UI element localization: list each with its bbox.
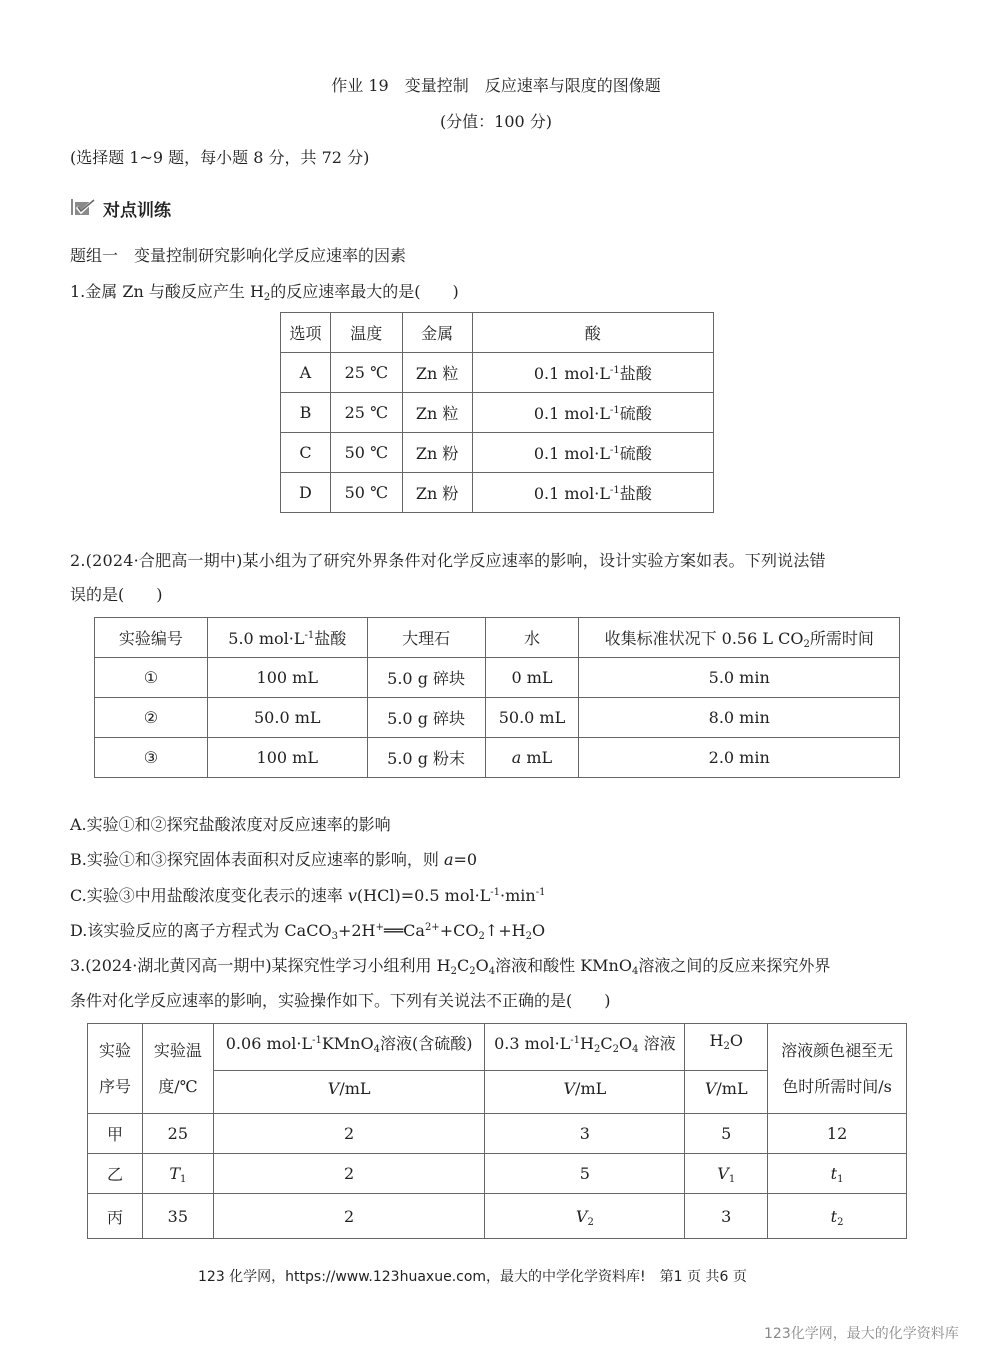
h2c2o4-volume <box>485 1154 685 1194</box>
table-row <box>281 353 714 393</box>
superscript: -1 <box>609 365 620 376</box>
superscript: -1 <box>535 887 546 898</box>
header-cell: 选项 <box>281 313 331 353</box>
acid-cell <box>472 393 713 433</box>
question-2-stem-line2: 误的是( ) <box>70 585 163 604</box>
acid-conc: 0.1 mol·L <box>533 364 610 383</box>
score-note: (分值：100 分) <box>439 112 553 131</box>
subscript: 2 <box>450 966 457 977</box>
water-cell <box>485 738 579 778</box>
value: V <box>575 1206 588 1226</box>
value: t <box>830 1164 838 1183</box>
table-row <box>95 738 900 778</box>
superscript: -1 <box>609 445 620 456</box>
acid-cell: 50.0 mL <box>207 698 367 738</box>
question-3-stem-line2: 条件对化学反应速率的影响，实验操作如下。下列有关说法不正确的是( ) <box>70 991 611 1010</box>
acid-conc: 0.1 mol·L <box>533 484 610 503</box>
watermark: 123化学网，最大的化学资料库 <box>764 1326 959 1342</box>
subscript: 2 <box>594 1044 601 1055</box>
header-cell <box>485 1024 685 1071</box>
header-cell: 酸 <box>472 313 713 353</box>
unit-text: /mL <box>339 1079 371 1098</box>
temp-cell <box>142 1194 213 1239</box>
superscript: -1 <box>304 630 315 641</box>
kmno4-volume: 2 <box>213 1154 485 1194</box>
table-row <box>281 433 714 473</box>
value: V <box>717 1164 729 1183</box>
value: 5 <box>579 1164 590 1183</box>
header-text: 收集标准状况下 0.56 L CO <box>604 629 804 648</box>
table-row <box>95 658 900 698</box>
experiment-no: ③ <box>95 738 208 778</box>
header-cell: 实验编号 <box>95 618 208 658</box>
option-b <box>70 847 477 870</box>
question-2-table <box>94 617 900 778</box>
header-cell <box>579 618 900 658</box>
header-cell <box>142 1024 213 1114</box>
metal-cell: Zn 粒 <box>402 393 472 433</box>
time-cell: 8.0 min <box>579 698 900 738</box>
header-text: 溶液颜色褪至无 <box>781 1040 894 1060</box>
option-text: ·min <box>500 886 536 905</box>
instructions-note: (选择题 1~9 题，每小题 8 分，共 72 分) <box>70 148 370 167</box>
header-text: C <box>600 1034 613 1053</box>
group-title: 题组一 变量控制研究影响化学反应速率的因素 <box>70 246 407 265</box>
subscript: 2 <box>587 1216 594 1228</box>
subscript: 4 <box>632 1044 639 1055</box>
superscript: -1 <box>490 887 501 898</box>
variable: v <box>347 886 357 905</box>
option-cell: B <box>281 393 331 433</box>
unit-cell <box>213 1071 485 1114</box>
experiment-no: 乙 <box>88 1154 143 1194</box>
metal-cell: Zn 粒 <box>402 353 472 393</box>
header-text: 实验温 <box>153 1040 202 1060</box>
temp-cell: 50 ℃ <box>330 473 402 513</box>
table-row <box>281 473 714 513</box>
header-cell: 金属 <box>402 313 472 353</box>
value: 3 <box>721 1206 732 1226</box>
subscript: 4 <box>373 1044 380 1055</box>
question-2-stem-line1: 2.(2024·合肥高一期中)某小组为了研究外界条件对化学反应速率的影响，设计实验方案如表。下列说法错 <box>70 551 826 570</box>
subscript: 2 <box>469 966 476 977</box>
temp-cell: 50 ℃ <box>330 433 402 473</box>
header-cell: 温度 <box>330 313 402 353</box>
subscript: 1 <box>728 1174 736 1185</box>
table-row <box>88 1114 907 1154</box>
table-row <box>95 698 900 738</box>
subscript: 1 <box>837 1174 844 1185</box>
header-text: 0.3 mol·L <box>494 1034 571 1053</box>
subscript: 2 <box>803 639 810 650</box>
section-title: 对点训练 <box>103 201 171 221</box>
header-text: 度/℃ <box>158 1076 198 1096</box>
header-text: O <box>619 1034 633 1053</box>
option-c <box>70 883 545 906</box>
experiment-no: ① <box>95 658 208 698</box>
header-text: H <box>709 1031 724 1050</box>
acid-conc: 0.1 mol·L <box>533 444 610 463</box>
table-row <box>281 393 714 433</box>
header-cell <box>768 1024 907 1114</box>
header-text: 所需时间 <box>809 629 874 648</box>
acid-cell: 100 mL <box>207 658 367 698</box>
value: t <box>830 1206 838 1226</box>
header-cell <box>213 1024 485 1071</box>
option-cell: C <box>281 433 331 473</box>
header-text: 序号 <box>98 1076 131 1096</box>
water-value: 50.0 mL <box>498 708 566 727</box>
water-cell <box>485 698 579 738</box>
option-text: B.实验①和③探究固体表面积对反应速率的影响，则 <box>70 850 444 869</box>
table-row <box>88 1194 907 1239</box>
subscript: 2 <box>837 1216 844 1228</box>
kmno4-volume: 2 <box>213 1114 485 1154</box>
subscript: 1 <box>180 1174 187 1185</box>
option-cell: A <box>281 353 331 393</box>
water-cell <box>485 658 579 698</box>
experiment-no: 丙 <box>88 1194 143 1239</box>
marble-cell: 5.0 g 碎块 <box>367 698 485 738</box>
temp-cell <box>142 1114 213 1154</box>
unit-cell <box>485 1071 685 1114</box>
question-1-table <box>280 312 714 513</box>
time-cell: 2.0 min <box>579 738 900 778</box>
superscript: -1 <box>609 485 620 496</box>
variable: V <box>327 1079 340 1098</box>
header-text: 实验 <box>98 1040 131 1060</box>
superscript: -1 <box>570 1035 581 1046</box>
variable: a <box>443 850 454 869</box>
acid-name: 硫酸 <box>619 404 652 423</box>
acid-cell <box>472 473 713 513</box>
subscript: 2 <box>478 931 485 942</box>
water-value: mL <box>521 748 553 767</box>
h2c2o4-volume <box>485 1114 685 1154</box>
temp-cell: 25 ℃ <box>330 353 402 393</box>
superscript: -1 <box>609 405 620 416</box>
superscript: + <box>375 922 384 933</box>
fade-time <box>768 1154 907 1194</box>
option-cell: D <box>281 473 331 513</box>
option-text: D.该实验反应的离子方程式为 CaCO <box>70 921 332 940</box>
header-text: 0.06 mol·L <box>225 1034 313 1053</box>
variable: V <box>704 1079 717 1098</box>
temp-value: 35 <box>167 1206 189 1226</box>
time-cell: 5.0 min <box>579 658 900 698</box>
acid-name: 硫酸 <box>619 444 652 463</box>
subscript: 2 <box>525 931 532 942</box>
acid-name: 盐酸 <box>619 484 652 503</box>
unit-text: /mL <box>575 1079 607 1098</box>
question-3-table <box>87 1023 907 1239</box>
metal-cell: Zn 粉 <box>402 433 472 473</box>
option-d <box>70 918 545 941</box>
header-text: 盐酸 <box>314 629 347 648</box>
temp-cell: 25 ℃ <box>330 393 402 433</box>
option-text: ↑+H <box>484 921 526 940</box>
header-text: 溶液 <box>638 1034 676 1053</box>
option-text: ══Ca <box>383 921 425 940</box>
unit-text: /mL <box>716 1079 748 1098</box>
acid-name: 盐酸 <box>619 364 652 383</box>
header-cell <box>685 1024 768 1071</box>
temp-cell <box>142 1154 213 1194</box>
experiment-no: ② <box>95 698 208 738</box>
water-volume <box>685 1114 768 1154</box>
temp-value: T <box>169 1164 180 1183</box>
option-text: O <box>531 921 546 940</box>
subscript: 4 <box>488 966 496 977</box>
page-footer: 123 化学网，https://www.123huaxue.com，最大的中学化学资料库! 第1 页 共6 页 <box>198 1269 747 1285</box>
stem-text: O <box>475 956 489 975</box>
acid-cell <box>472 433 713 473</box>
value: 5 <box>721 1124 732 1143</box>
subscript: 4 <box>631 966 639 977</box>
stem-text: 溶液之间的反应来探究外界 <box>638 956 831 975</box>
water-volume <box>685 1194 768 1239</box>
header-text: O <box>729 1031 743 1050</box>
option-text: =0 <box>453 850 478 869</box>
temp-value: 25 <box>167 1124 189 1143</box>
option-text: C.实验③中用盐酸浓度变化表示的速率 <box>70 886 348 905</box>
fade-time <box>768 1114 907 1154</box>
stem-text: C <box>456 956 470 975</box>
header-text: 5.0 mol·L <box>228 629 305 648</box>
subscript: 2 <box>612 1044 619 1055</box>
option-text: (HCl)=0.5 mol·L <box>356 886 491 905</box>
page-title: 作业 19 变量控制 反应速率与限度的图像题 <box>331 76 661 95</box>
stem-text: 的反应速率最大的是( ) <box>270 282 459 301</box>
variable: V <box>563 1079 576 1098</box>
subscript: 3 <box>331 931 338 942</box>
acid-cell: 100 mL <box>207 738 367 778</box>
subscript: 2 <box>723 1041 730 1052</box>
stem-text: 溶液和酸性 KMnO <box>495 956 632 975</box>
kmno4-volume: 2 <box>213 1194 485 1239</box>
metal-cell: Zn 粉 <box>402 473 472 513</box>
experiment-no: 甲 <box>88 1114 143 1154</box>
header-cell: 大理石 <box>367 618 485 658</box>
option-a: A.实验①和②探究盐酸浓度对反应速率的影响 <box>70 815 391 834</box>
subscript: 2 <box>263 292 271 303</box>
value: 12 <box>826 1124 848 1143</box>
option-text: +CO <box>439 921 479 940</box>
marble-cell: 5.0 g 碎块 <box>367 658 485 698</box>
marble-cell: 5.0 g 粉末 <box>367 738 485 778</box>
checkbox-check-icon <box>71 198 97 216</box>
header-text: KMnO <box>321 1034 374 1053</box>
header-text: 溶液(含硫酸) <box>379 1034 473 1053</box>
question-3-stem-line1 <box>70 953 830 976</box>
h2c2o4-volume <box>485 1194 685 1239</box>
header-cell: 水 <box>485 618 579 658</box>
stem-text: 3.(2024·湖北黄冈高一期中)某探究性学习小组利用 H <box>70 956 451 975</box>
header-text: H <box>580 1034 594 1053</box>
table-row <box>88 1154 907 1194</box>
value: 3 <box>579 1124 590 1143</box>
superscript: 2+ <box>424 922 440 933</box>
variable: a <box>511 748 522 767</box>
header-cell <box>88 1024 143 1114</box>
question-1-stem <box>70 279 459 302</box>
water-value: 0 mL <box>511 668 553 687</box>
fade-time <box>768 1194 907 1239</box>
option-text: +2H <box>337 921 376 940</box>
acid-cell <box>472 353 713 393</box>
unit-cell <box>685 1071 768 1114</box>
header-text: 色时所需时间/s <box>782 1076 892 1096</box>
acid-conc: 0.1 mol·L <box>533 404 610 423</box>
water-volume <box>685 1154 768 1194</box>
stem-text: 1.金属 Zn 与酸反应产生 H <box>70 282 264 301</box>
header-cell <box>207 618 367 658</box>
superscript: -1 <box>312 1035 322 1046</box>
